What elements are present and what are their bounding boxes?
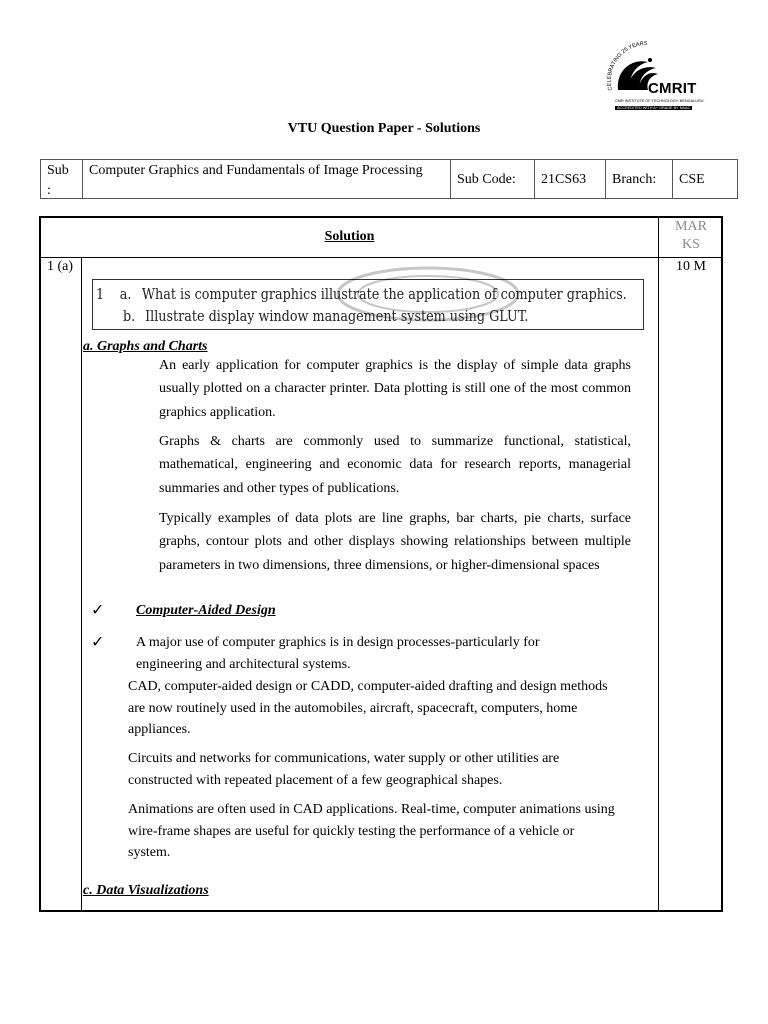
page-title: VTU Question Paper - Solutions xyxy=(287,121,481,136)
section-c-heading: c. Data Visualizations xyxy=(83,883,209,898)
section-b-heading: Computer-Aided Design xyxy=(136,603,276,618)
section-b-paragraph-2: Circuits and networks for communications, water supply or other utilities are constructed with repeated placement of a few geographical shapes. xyxy=(128,751,560,788)
question-index: 1 xyxy=(96,285,105,303)
branch-value: CSE xyxy=(679,172,705,187)
checkmark-icon: ✓ xyxy=(91,632,105,651)
section-b-paragraph-3: Animations are often used in CAD applications. Real-time, computer animations using wire-frame shapes are useful for quickly testing the performance of a vehicle or system. xyxy=(128,802,615,860)
logo-brand: CMRIT xyxy=(648,80,697,97)
solution-table xyxy=(39,216,723,912)
section-a-paragraph-3: Typically examples of data plots are line graphs, bar charts, pie charts, surface graphs, contour plots and other displays showing relationships between multiple parameters in two dimensions, three dimensions, or higher-dimensional spaces xyxy=(159,511,631,573)
question-b-letter: b. xyxy=(123,307,136,325)
question-image xyxy=(92,279,644,330)
row-divider xyxy=(41,257,721,258)
question-marks: 10 M xyxy=(676,259,706,274)
question-number: 1 (a) xyxy=(47,259,74,274)
arc-text: CELEBRATING 25 YEARS xyxy=(606,40,648,91)
section-b-paragraph-1: CAD, computer-aided design or CADD, computer-aided drafting and design methods are now routinely used in the automobiles, aircraft, spacecraft, computers, home appliances. xyxy=(128,679,608,737)
section-a-heading: a. Graphs and Charts xyxy=(83,339,208,354)
subject-name: Computer Graphics and Fundamentals of Image Processing xyxy=(83,160,451,198)
subject-header-table xyxy=(40,159,738,199)
cmrit-logo xyxy=(598,40,730,118)
column-divider xyxy=(81,258,82,910)
solution-heading: Solution xyxy=(324,229,375,244)
column-divider xyxy=(658,218,659,910)
section-a-paragraph-2: Graphs & charts are commonly used to summarize functional, statistical, mathematical, engineering and economic data for research reports, managerial summaries and other types of publications. xyxy=(159,434,631,496)
marks-heading: MARKS xyxy=(675,219,707,252)
section-b-bullet-text: A major use of computer graphics is in design processes-particularly for engineering and architectural systems. xyxy=(136,635,540,672)
question-a-letter: a. xyxy=(119,285,132,303)
branch-label: Branch: xyxy=(606,160,673,198)
sub-label: Sub : xyxy=(41,160,83,198)
checkmark-icon: ✓ xyxy=(91,600,105,619)
question-a-text: What is computer graphics illustrate the application of computer graphics. xyxy=(141,285,627,303)
question-b-text: Illustrate display window management system using GLUT. xyxy=(145,307,529,325)
sub-code-value: 21CS63 xyxy=(535,160,606,198)
logo-accreditation: ACCREDITED WITH A+ GRADE BY NAAC xyxy=(617,106,691,110)
section-a-paragraph-1: An early application for computer graphics is the display of simple data graphs usually plotted on a character printer. Data plotting is still one of the most common graphics application. xyxy=(159,358,631,420)
sub-code-label: Sub Code: xyxy=(451,160,535,198)
logo-institute: CMR INSTITUTE OF TECHNOLOGY, BENGALURU. xyxy=(615,99,705,103)
